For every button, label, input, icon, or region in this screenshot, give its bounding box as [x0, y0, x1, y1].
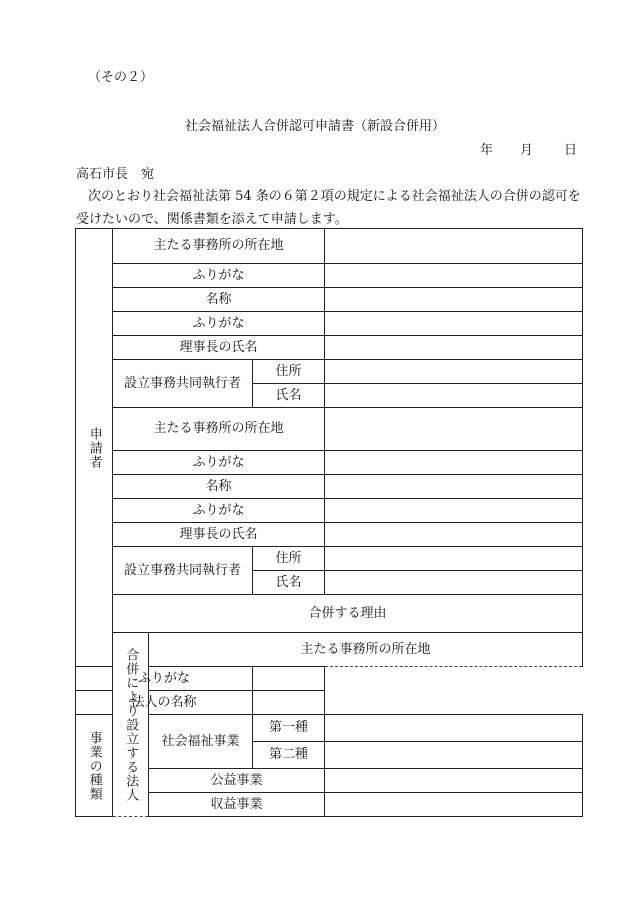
corp1-furigana-label: ふりがな — [113, 264, 325, 288]
date-year-label: 年 — [480, 143, 494, 158]
corp2-executor-address-field[interactable] — [325, 547, 583, 571]
new-corp-furigana-field[interactable] — [253, 667, 325, 691]
corp1-chairman-field[interactable] — [325, 336, 583, 360]
corp2-chairman-furigana-field[interactable] — [325, 499, 583, 523]
business-type-label: 事業の種類 — [86, 730, 102, 801]
corp1-executor-label: 設立事務共同執行者 — [113, 360, 253, 408]
social-welfare-label: 社会福祉事業 — [149, 715, 253, 769]
date-day-label: 日 — [564, 143, 578, 158]
body-text-line-2: 受けたいので、関係書類を添えて申請します。 — [76, 212, 348, 227]
new-corp-group-cell — [113, 633, 149, 817]
addressee: 高石市長 宛 — [76, 167, 155, 182]
profit-business-label: 収益事業 — [149, 793, 325, 817]
application-form-table — [75, 228, 583, 817]
corp2-office-label: 主たる事務所の所在地 — [113, 408, 325, 451]
new-corp-group-label: 合併により設立する法人 — [123, 647, 139, 802]
corp1-furigana-field[interactable] — [325, 264, 583, 288]
business-type-cell — [76, 715, 113, 817]
corp2-furigana-label: ふりがな — [113, 451, 325, 475]
type2-field[interactable] — [325, 742, 583, 769]
body-text-line-1: 次のとおり社会福祉法第 54 条の６第２項の規定による社会福祉法人の合併の認可を — [88, 189, 581, 204]
new-corp-office-label: 主たる事務所の所在地 — [149, 633, 583, 667]
corp1-executor-name-field[interactable] — [325, 384, 583, 408]
corp1-executor-address-field[interactable] — [325, 360, 583, 384]
date-month-label: 月 — [520, 143, 534, 158]
public-interest-label: 公益事業 — [149, 769, 325, 793]
corp1-chairman-furigana-label: ふりがな — [113, 312, 325, 336]
type1-label: 第一種 — [253, 715, 325, 742]
corp2-executor-label: 設立事務共同執行者 — [113, 547, 253, 595]
document-title: 社会福祉法人合併認可申請書（新設合併用） — [184, 119, 445, 134]
corp1-chairman-furigana-field[interactable] — [325, 312, 583, 336]
new-corp-name-label: 法人の名称 — [76, 691, 253, 715]
public-interest-field[interactable] — [325, 769, 583, 793]
corp1-name-field[interactable] — [325, 288, 583, 312]
form-number-label: （その２） — [88, 70, 154, 85]
corp1-executor-name-label: 氏名 — [253, 384, 325, 408]
applicant-group-label: 申請者 — [86, 426, 102, 469]
corp2-furigana-field[interactable] — [325, 451, 583, 475]
corp2-office-field[interactable] — [325, 408, 583, 451]
corp2-chairman-field[interactable] — [325, 523, 583, 547]
new-corp-furigana-label: ふりがな — [76, 667, 253, 691]
corp2-chairman-furigana-label: ふりがな — [113, 499, 325, 523]
corp2-executor-name-label: 氏名 — [253, 571, 325, 595]
corp1-executor-address-label: 住所 — [253, 360, 325, 384]
new-corp-name-field[interactable] — [253, 691, 325, 715]
corp2-executor-name-field[interactable] — [325, 571, 583, 595]
corp2-name-label: 名称 — [113, 475, 325, 499]
profit-business-field[interactable] — [325, 793, 583, 817]
merger-reason-label: 合併する理由 — [113, 595, 583, 633]
corp2-executor-address-label: 住所 — [253, 547, 325, 571]
applicant-group-cell — [76, 229, 113, 667]
corp1-office-field[interactable] — [325, 229, 583, 264]
date-line — [480, 139, 577, 158]
type1-field[interactable] — [325, 715, 583, 742]
corp1-name-label: 名称 — [113, 288, 325, 312]
corp1-office-label: 主たる事務所の所在地 — [113, 229, 325, 264]
corp2-name-field[interactable] — [325, 475, 583, 499]
corp1-chairman-label: 理事長の氏名 — [113, 336, 325, 360]
corp2-chairman-label: 理事長の氏名 — [113, 523, 325, 547]
type2-label: 第二種 — [253, 742, 325, 769]
